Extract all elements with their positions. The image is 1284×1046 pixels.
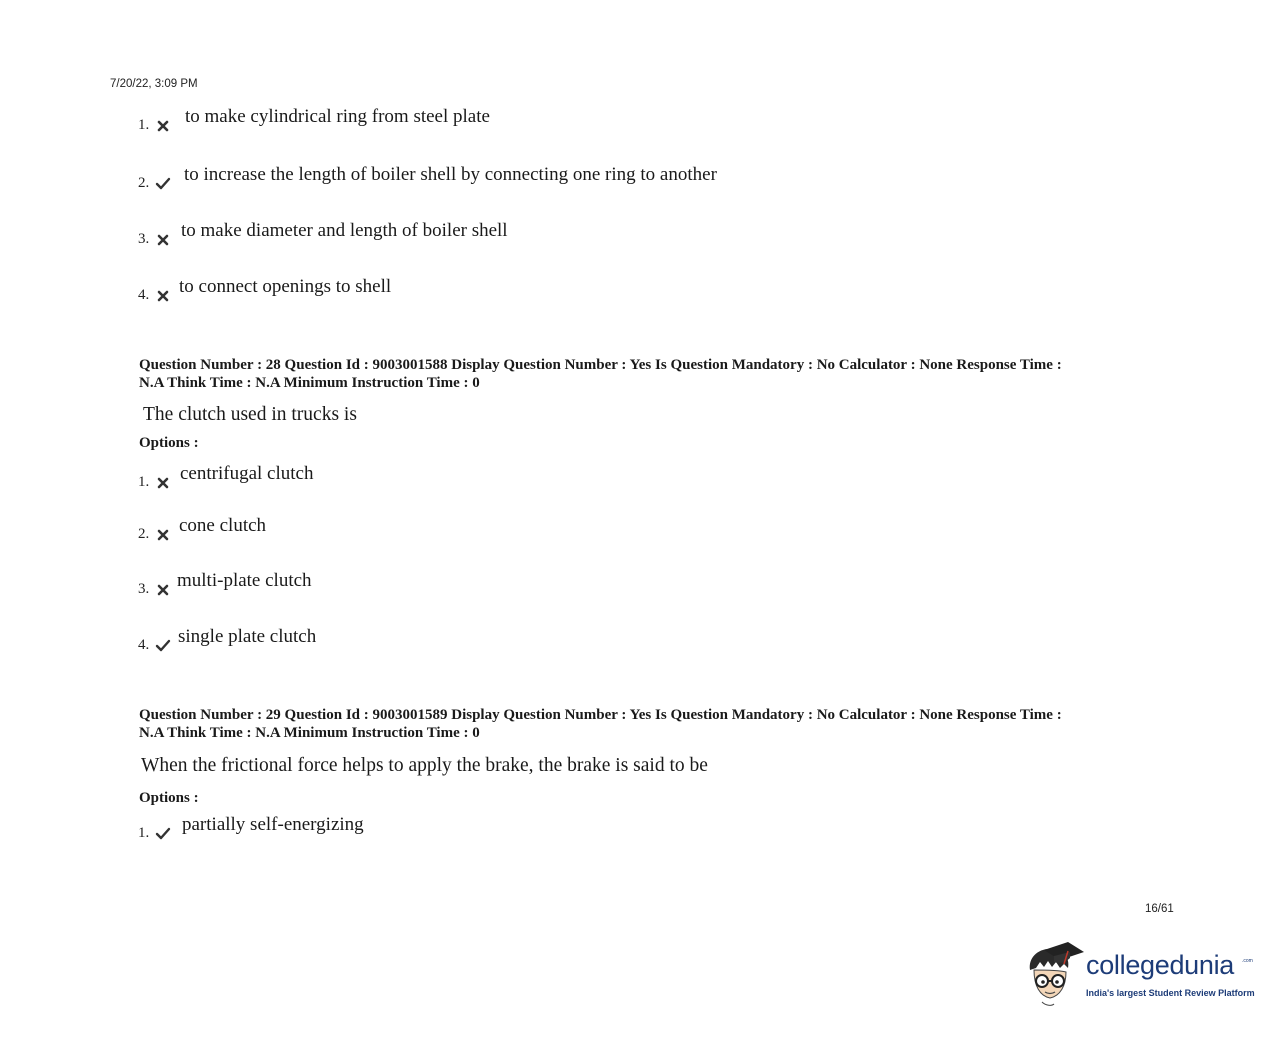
check-icon (155, 177, 171, 191)
option-item (138, 274, 838, 304)
option-number: 3. (138, 231, 150, 247)
question-meta-line: N.A Think Time : N.A Minimum Instruction Time : 0 (139, 725, 480, 741)
option-number: 2. (138, 175, 150, 191)
options-label: Options : (139, 790, 199, 806)
cross-icon (155, 289, 171, 303)
question-meta (139, 356, 1159, 392)
logo-suffix: .com (1242, 958, 1253, 964)
cross-icon (155, 476, 171, 490)
logo-text: collegedunia (1086, 950, 1235, 980)
option-text: cone clutch (179, 515, 267, 536)
question-meta-line: N.A Think Time : N.A Minimum Instruction Time : 0 (139, 375, 480, 391)
cross-icon (155, 583, 171, 597)
options-label: Options : (139, 435, 199, 451)
option-text: single plate clutch (178, 626, 317, 647)
option-text: centrifugal clutch (180, 463, 314, 484)
option-text: partially self-energizing (182, 814, 364, 835)
option-text: to make cylindrical ring from steel plate (185, 106, 490, 127)
option-item (138, 812, 538, 842)
question-text: The clutch used in trucks is (143, 404, 357, 425)
question-text: When the frictional force helps to apply the brake, the brake is said to be (141, 755, 708, 776)
option-number: 1. (138, 825, 150, 841)
check-icon (155, 639, 171, 653)
option-item (138, 461, 538, 491)
cross-icon (155, 119, 171, 133)
check-icon (155, 827, 171, 841)
option-text: to make diameter and length of boiler shell (181, 220, 508, 241)
page-number: 16/61 (1145, 903, 1174, 915)
question-meta-line: Question Number : 29 Question Id : 9003001589 Display Question Number : Yes Is Question Mandatory : No Calculator : None Response Time : (139, 707, 1062, 723)
option-number: 3. (138, 581, 150, 597)
option-item (138, 568, 538, 598)
option-number: 1. (138, 474, 150, 490)
option-text: to increase the length of boiler shell by connecting one ring to another (184, 164, 717, 185)
question-meta (139, 706, 1159, 742)
option-number: 4. (138, 287, 150, 303)
question-meta-line: Question Number : 28 Question Id : 9003001588 Display Question Number : Yes Is Question Mandatory : No Calculator : None Response Time : (139, 357, 1062, 373)
cross-icon (155, 528, 171, 542)
print-timestamp: 7/20/22, 3:09 PM (110, 78, 198, 90)
cross-icon (155, 233, 171, 247)
option-item (138, 624, 538, 654)
option-number: 2. (138, 526, 150, 542)
option-item (138, 218, 838, 248)
option-item (138, 513, 538, 543)
graduate-mascot-icon (1024, 940, 1086, 1008)
option-number: 4. (138, 637, 150, 653)
option-number: 1. (138, 117, 150, 133)
option-text: multi-plate clutch (177, 570, 312, 591)
collegedunia-logo (1024, 940, 1254, 1010)
option-text: to connect openings to shell (179, 276, 392, 297)
option-item (138, 162, 838, 192)
logo-tagline: India's largest Student Review Platform (1086, 988, 1255, 998)
option-item (138, 104, 838, 134)
